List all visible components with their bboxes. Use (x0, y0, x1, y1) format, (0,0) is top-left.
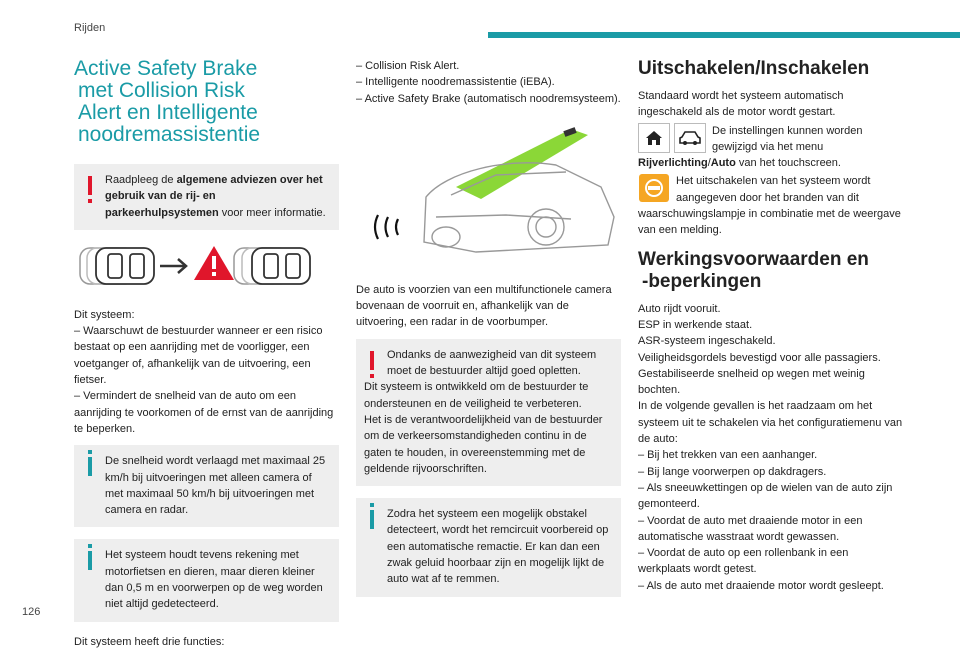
heading-conditions: Werkingsvoorwaarden en -beperkingen (638, 248, 869, 292)
car-icon (674, 123, 706, 153)
illustration-collision-warning (74, 242, 339, 297)
menu-icons (638, 123, 706, 153)
page-number: 126 (22, 606, 41, 618)
home-icon (638, 123, 670, 153)
warning-icon (88, 176, 92, 195)
info-icon (88, 457, 92, 476)
column-1: Active Safety Brake met Collision Risk Alert en Intelligente noodremassistentie Raadpleeg de algemene adviezen over het gebruik van de rij- en parkeerhulpsystemen voor meer informatie. Dit systeem: – Waarschuwt de bestuurder wanneer er een risico bestaat op een aanrijding met de voorligger, een voetganger of, afhankelijk van de uitvoering, een fietser. – Vermindert de snelheid van de auto om een aanrijding te voorkomen of de ernst van de aanrijding te beperken. De snelheid wordt verlaagd met maximaal 25 km/h bij uitvoeringen met alleen camera of met maximaal 50 km/h bij uitvoeringen met camera en radar. Het systeem houdt tevens rekening met motorfietsen en dieren, maar dieren kleiner dan 0,5 m en voorwerpen op de weg worden niet altijd gedetecteerd. Dit systeem heeft drie functies: (74, 58, 339, 650)
header-accent-bar (488, 32, 960, 38)
illustration-car-camera (356, 117, 621, 272)
info-box: Zodra het systeem een mogelijk obstakel detecteert, wordt het remcircuit voorbereid op een automatische remactie. Er kan dan een zwak geluid hoorbaar zijn en mogelijk lijkt de auto wat af te remmen. (356, 498, 621, 596)
info-box: Het systeem houdt tevens rekening met motorfietsen en dieren, maar dieren kleiner dan 0,5 m en voorwerpen op de weg worden niet altijd gedetecteerd. (74, 539, 339, 621)
page-title: Active Safety Brake met Collision Risk Alert en Intelligente noodremassistentie (74, 57, 261, 146)
heading-switch: Uitschakelen/Inschakelen (638, 58, 870, 79)
info-box: De snelheid wordt verlaagd met maximaal 25 km/h bij uitvoeringen met alleen camera of met maximaal 50 km/h bij uitvoeringen met camera en radar. (74, 445, 339, 527)
info-icon (88, 551, 92, 570)
section-label: Rijden (74, 22, 106, 34)
warning-box: Raadpleeg de algemene adviezen over het gebruik van de rij- en parkeerhulpsystemen voor meer informatie. (74, 164, 339, 230)
warning-box: Ondanks de aanwezigheid van dit systeem moet de bestuurder altijd goed opletten. Dit systeem is ontwikkeld om de bestuurder te ondersteunen en de veiligheid te verbeteren. Het is de verantwoordelijkheid van de bestuurder om de verkeersomstandigheden continu in de gaten te houden, in overeenstemming met de geldende rijvoorschriften. (356, 339, 621, 486)
warning-icon (370, 351, 374, 370)
column-2: – Collision Risk Alert. – Intelligente noodremassistentie (iEBA). – Active Safety Brake (automatisch noodremsysteem). De auto is voorzien van een multifunctionele camera bovenaan de voorruit en, afhankelijk van de uitvoering, een radar in de voorbumper. Ondanks de aanwezigheid van dit systeem moet de bestuurder altijd goed opletten. Dit systeem is ontwikkeld om de bestuurder te ondersteunen en de veiligheid te verbeteren. Het is de verantwoordelijkheid van de bestuurder om de verkeersomstandigheden continu in de gaten te houden, in overeenstemming met de geldende rijvoorschriften. Zodra het systeem een mogelijk obstakel detecteert, wordt het remcircuit voorbereid op een automatische remactie. Er kan dan een zwak geluid hoorbaar zijn en mogelijk lijkt de auto wat af te remmen. (356, 58, 621, 609)
info-icon (370, 510, 374, 529)
warning-lamp-icon (638, 173, 670, 203)
column-3: Uitschakelen/Inschakelen Standaard wordt het systeem automatisch ingeschakeld als de motor wordt gestart. De instellingen kunnen worden gewijzigd via het menu Rijverlichting/Auto van het touchscreen. Het uitschakelen van het systeem wordt aangegeven door het branden van dit waarschuwingslampje in combinatie met de weergave van een melding. Werkingsvoorwaarden en -beperkingen Auto rijdt vooruit. ESP in werkende staat. ASR-systeem ingeschakeld. Veiligheidsgordels bevestigd voor alle passagiers. Gestabiliseerde snelheid op wegen met weinig bochten. In de volgende gevallen is het raadzaam om het systeem uit te schakelen via het configuratiemenu van de auto: – Bij het trekken van een aanhanger. – Bij lange voorwerpen op dakdragers. – Als sneeuwkettingen op de wielen van de auto zijn gemonteerd. – Voordat de auto met draaiende motor in een automatische wasstraat wordt gewassen. – Voordat de auto op een rollenbank in een werkplaats wordt getest. – Als de auto met draaiende motor wordt gesleept. (638, 58, 903, 592)
